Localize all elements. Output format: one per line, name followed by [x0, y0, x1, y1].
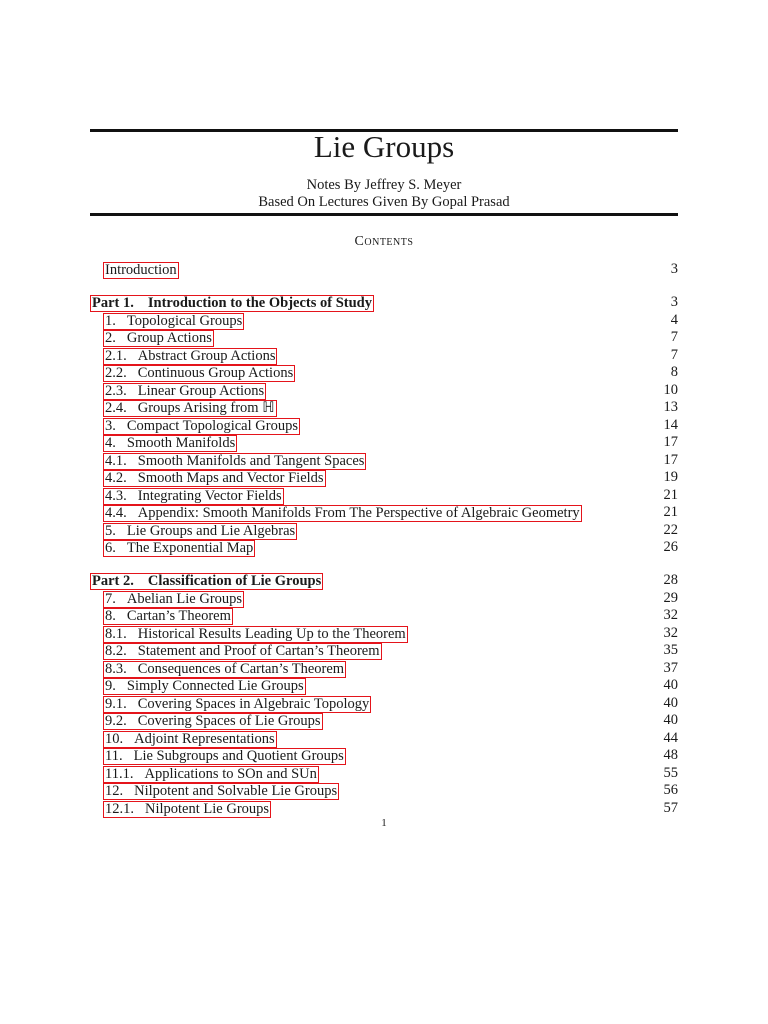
toc-page-number: 40	[663, 712, 678, 728]
toc-link[interactable]	[103, 766, 319, 783]
toc-section-label: Statement and Proof of Cartan’s Theorem	[137, 643, 380, 659]
toc-section-label: Smooth Manifolds	[126, 435, 236, 451]
contents-heading: Contents	[354, 234, 414, 249]
toc-section-label: Applications to SOn and SUn	[144, 766, 317, 782]
toc-row	[90, 470, 678, 488]
toc-section-number: 7.	[105, 591, 116, 607]
toc-section-label: Classification of Lie Groups	[147, 573, 322, 589]
toc-section-label: Topological Groups	[126, 313, 243, 329]
toc-link[interactable]	[103, 313, 244, 330]
toc-section-label: Covering Spaces in Algebraic Topology	[137, 696, 370, 712]
toc-row	[90, 678, 678, 696]
toc-section-label: Nilpotent and Solvable Lie Groups	[134, 783, 338, 799]
toc-section-label: Integrating Vector Fields	[137, 488, 282, 504]
toc-row	[90, 505, 678, 523]
toc-page-number: 17	[663, 434, 678, 450]
toc-row	[90, 453, 678, 471]
toc-page-number: 7	[670, 347, 678, 363]
toc-section-number: 6.	[105, 540, 116, 556]
toc-page-number: 26	[663, 539, 678, 555]
toc-page-number: 19	[663, 469, 678, 485]
toc-section-number: 4.4.	[105, 505, 127, 521]
title-bottom-rule	[90, 213, 678, 216]
toc-section-number: 5.	[105, 523, 116, 539]
toc-row	[90, 696, 678, 714]
toc-section-label: Cartan’s Theorem	[126, 608, 231, 624]
toc-section-number: 12.1.	[105, 801, 134, 817]
toc-link[interactable]	[103, 262, 179, 279]
toc-link[interactable]	[103, 418, 300, 435]
toc-section-number: 2.4.	[105, 400, 127, 416]
toc-section-number: 4.1.	[105, 453, 127, 469]
toc-page-number: 35	[663, 642, 678, 658]
toc-page-number: 40	[663, 677, 678, 693]
toc-link[interactable]	[103, 678, 306, 695]
toc-row	[90, 365, 678, 383]
toc-link[interactable]	[103, 365, 295, 382]
toc-section-number: Part 1.	[92, 295, 134, 311]
toc-page-number: 10	[663, 382, 678, 398]
toc-page-number: 37	[663, 660, 678, 676]
toc-page-number: 4	[670, 312, 678, 328]
toc-page-number: 32	[663, 607, 678, 623]
toc-section-number: 9.2.	[105, 713, 127, 729]
toc-section-label: Simply Connected Lie Groups	[126, 678, 304, 694]
toc-section-number: 4.2.	[105, 470, 127, 486]
toc-section-number: 2.	[105, 330, 116, 346]
toc-row	[90, 262, 678, 280]
toc-page-number: 22	[663, 522, 678, 538]
toc-link[interactable]	[103, 801, 271, 818]
toc-link[interactable]	[103, 453, 366, 470]
toc-page-number: 7	[670, 329, 678, 345]
toc-row	[90, 330, 678, 348]
toc-section-label: Appendix: Smooth Manifolds From The Perspective of Algebraic Geometry	[137, 505, 580, 521]
toc-link[interactable]	[103, 626, 408, 643]
toc-link[interactable]	[103, 505, 582, 522]
toc-row	[90, 766, 678, 784]
toc-section-label: Covering Spaces of Lie Groups	[137, 713, 321, 729]
toc-section-label: Historical Results Leading Up to the Theorem	[137, 626, 406, 642]
toc-row	[90, 748, 678, 766]
toc-section-number: 4.3.	[105, 488, 127, 504]
toc-link[interactable]	[103, 540, 255, 557]
toc-section-label: Smooth Manifolds and Tangent Spaces	[137, 453, 365, 469]
toc-section-label: Abelian Lie Groups	[126, 591, 243, 607]
toc-row	[90, 801, 678, 819]
toc-section-number: 2.2.	[105, 365, 127, 381]
toc-page-number: 14	[663, 417, 678, 433]
toc-row	[90, 383, 678, 401]
toc-page-number: 44	[663, 730, 678, 746]
toc-link[interactable]	[103, 643, 382, 660]
toc-section-label: The Exponential Map	[126, 540, 254, 556]
toc-section-label: Continuous Group Actions	[137, 365, 294, 381]
toc-row	[90, 540, 678, 558]
toc-section-number: 11.1.	[105, 766, 134, 782]
toc-part-row	[90, 295, 678, 313]
toc-row	[90, 348, 678, 366]
toc-link[interactable]	[103, 608, 233, 625]
toc-page-number: 32	[663, 625, 678, 641]
toc-link[interactable]	[103, 435, 237, 452]
toc-link[interactable]	[103, 748, 346, 765]
toc-row	[90, 313, 678, 331]
toc-link[interactable]	[90, 573, 323, 590]
toc-link[interactable]	[103, 523, 297, 540]
toc-section-number: 1.	[105, 313, 116, 329]
toc-page-number: 55	[663, 765, 678, 781]
toc-row	[90, 591, 678, 609]
toc-section-label: Nilpotent Lie Groups	[145, 801, 270, 817]
toc-section-number: 4.	[105, 435, 116, 451]
toc-row	[90, 643, 678, 661]
toc-section-label: Smooth Maps and Vector Fields	[137, 470, 324, 486]
toc-link[interactable]	[103, 488, 284, 505]
toc-section-label: Lie Groups and Lie Algebras	[126, 523, 296, 539]
toc-link[interactable]	[103, 591, 244, 608]
toc-page-number: 3	[670, 261, 678, 277]
toc-row	[90, 626, 678, 644]
toc-section-number: 8.3.	[105, 661, 127, 677]
toc-page-number: 48	[663, 747, 678, 763]
toc-section-number: 12.	[105, 783, 124, 799]
toc-row	[90, 523, 678, 541]
toc-link[interactable]	[103, 330, 214, 347]
toc-link[interactable]	[103, 661, 346, 678]
toc-page-number: 21	[663, 504, 678, 520]
toc-row	[90, 661, 678, 679]
toc-section-label: Adjoint Representations	[134, 731, 275, 747]
toc-section-label: Consequences of Cartan’s Theorem	[137, 661, 345, 677]
toc-section-number: 8.	[105, 608, 116, 624]
toc-section-number: 3.	[105, 418, 116, 434]
toc-section-number: 9.	[105, 678, 116, 694]
toc-part-row	[90, 573, 678, 591]
toc-section-number: 9.1.	[105, 696, 127, 712]
toc-page-number: 3	[670, 294, 678, 310]
toc-link[interactable]	[103, 348, 277, 365]
toc-section-number: Part 2.	[92, 573, 134, 589]
toc-section-number: 10.	[105, 731, 124, 747]
toc-section-label: Introduction to the Objects of Study	[147, 295, 372, 311]
toc-section-number: 11.	[105, 748, 123, 764]
toc-section-number: 8.2.	[105, 643, 127, 659]
document-title: Lie Groups	[313, 129, 455, 164]
toc-page-number: 29	[663, 590, 678, 606]
toc-row	[90, 713, 678, 731]
toc-link[interactable]	[103, 783, 339, 800]
toc-page-number: 40	[663, 695, 678, 711]
toc-section-number: 8.1.	[105, 626, 127, 642]
toc-section-label: Group Actions	[126, 330, 212, 346]
toc-page-number: 57	[663, 800, 678, 816]
toc-section-label: Introduction	[105, 262, 177, 278]
toc-section-label: Compact Topological Groups	[126, 418, 298, 434]
toc-page-number: 13	[663, 399, 678, 415]
toc-page-number: 28	[663, 572, 678, 588]
toc-section-label: Linear Group Actions	[137, 383, 265, 399]
author-line: Notes By Jeffrey S. Meyer	[306, 177, 462, 193]
toc-section-number: 2.3.	[105, 383, 127, 399]
toc-page-number: 17	[663, 452, 678, 468]
toc-section-label: Lie Subgroups and Quotient Groups	[133, 748, 344, 764]
toc-link[interactable]	[103, 696, 371, 713]
toc-link[interactable]	[103, 383, 266, 400]
toc-row	[90, 783, 678, 801]
toc-link[interactable]	[103, 470, 326, 487]
lecturer-line: Based On Lectures Given By Gopal Prasad	[258, 194, 510, 210]
toc-row	[90, 488, 678, 506]
toc-section-label: Groups Arising from ℍ	[137, 400, 275, 416]
toc-link[interactable]	[90, 295, 374, 312]
toc-page-number: 56	[663, 782, 678, 798]
toc-link[interactable]	[103, 713, 323, 730]
toc-link[interactable]	[103, 400, 277, 417]
toc-row	[90, 418, 678, 436]
toc-row	[90, 435, 678, 453]
toc-section-number: 2.1.	[105, 348, 127, 364]
toc-row	[90, 608, 678, 626]
toc-link[interactable]	[103, 731, 277, 748]
toc-row	[90, 400, 678, 418]
toc-page-number: 8	[670, 364, 678, 380]
page-number: 1	[381, 817, 387, 829]
toc-page-number: 21	[663, 487, 678, 503]
toc-row	[90, 731, 678, 749]
toc-section-label: Abstract Group Actions	[137, 348, 276, 364]
